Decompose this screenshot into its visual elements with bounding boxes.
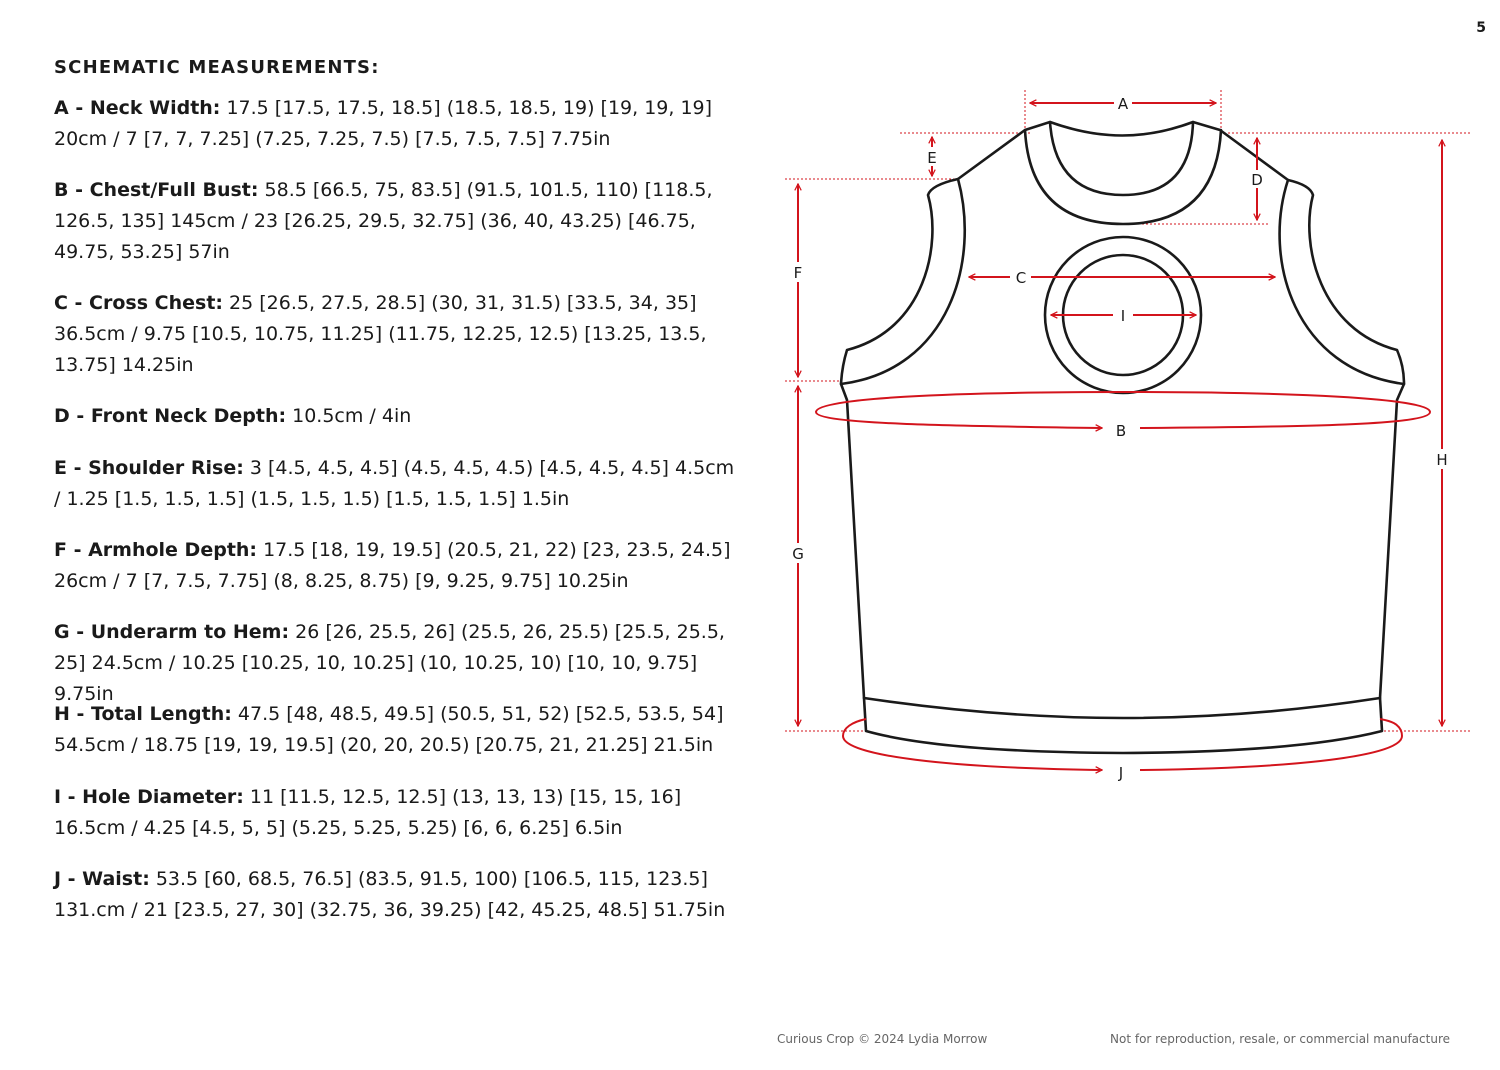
measurement-value: 3 [4.5, 4.5, 4.5] (4.5, 4.5, 4.5) [4.5, 4.5, 4.5] 4.5cm / 1.25 [1.5, 1.5, 1.5] (1.5, 1.5, 1.5) [1.5, 1.5, 1.5] 1.5in xyxy=(54,457,735,510)
measurement-value: 17.5 [17.5, 17.5, 18.5] (18.5, 18.5, 19) [19, 19, 19] 20cm / 7 [7, 7, 7.25] (7.25, 7.25, 7.5) [7.5, 7.5, 7.5] 7.75in xyxy=(54,97,713,150)
measurement-value: 53.5 [60, 68.5, 76.5] (83.5, 91.5, 100) [106.5, 115, 123.5] 131.cm / 21 [23.5, 27, 30] (32.75, 36, 39.25) [42, 45.25, 48.5] 51.75in xyxy=(54,868,726,921)
dimension-label-f: F xyxy=(793,264,803,282)
measurement-value: 11 [11.5, 12.5, 12.5] (13, 13, 13) [15, 15, 16] 16.5cm / 4.25 [4.5, 5, 5] (5.25, 5.25, 5.25) [6, 6, 6.25] 6.5in xyxy=(54,786,682,839)
dimension-label-j: J xyxy=(1118,764,1124,782)
dimension-label-i: I xyxy=(1120,307,1126,325)
dimension-j-loop xyxy=(843,719,1402,770)
measurement-label: D - Front Neck Depth: xyxy=(54,405,287,427)
measurement-value: 10.5cm / 4in xyxy=(286,405,412,427)
footer-copyright: Curious Crop © 2024 Lydia Morrow xyxy=(777,1032,988,1046)
measurement-label: I - Hole Diameter: xyxy=(54,786,244,808)
measurement-label: J - Waist: xyxy=(54,868,150,890)
measurement-value: 47.5 [48, 48.5, 49.5] (50.5, 51, 52) [52.5, 53.5, 54] 54.5cm / 18.75 [19, 19, 19.5] (20, 20, 20.5) [20.75, 21, 21.25] 21.5in xyxy=(54,703,724,756)
dimension-label-g: G xyxy=(792,545,804,563)
armhole-band-left xyxy=(841,179,965,384)
footer-notice: Not for reproduction, resale, or commercial manufacture xyxy=(1110,1032,1450,1046)
measurement-label: E - Shoulder Rise: xyxy=(54,457,244,479)
guide-lines xyxy=(785,90,1470,731)
section-heading: SCHEMATIC MEASUREMENTS: xyxy=(54,57,380,78)
dimension-lines xyxy=(792,95,1447,782)
dimension-label-h: H xyxy=(1436,451,1448,469)
dimension-label-a: A xyxy=(1117,95,1129,113)
dimension-label-d: D xyxy=(1251,171,1263,189)
measurement-label: C - Cross Chest: xyxy=(54,292,224,314)
measurement-value: 17.5 [18, 19, 19.5] (20.5, 21, 22) [23, 23.5, 24.5] 26cm / 7 [7, 7.5, 7.75] (8, 8.25, 8.75) [9, 9.25, 9.75] 10.25in xyxy=(54,539,731,592)
measurement-label: F - Armhole Depth: xyxy=(54,539,258,561)
dimension-label-c: C xyxy=(1015,269,1027,287)
measurement-value: 58.5 [66.5, 75, 83.5] (91.5, 101.5, 110) [118.5, 126.5, 135] 145cm / 23 [26.25, 29.5, 32.75] (36, 40, 43.25) [46.75, 49.75, 53.25] 57in xyxy=(54,179,713,263)
page-number: 5 xyxy=(1476,20,1486,36)
hem-band-seam xyxy=(864,698,1380,718)
measurement-value: 26 [26, 25.5, 26] (25.5, 26, 25.5) [25.5, 25.5, 25] 24.5cm / 10.25 [10.25, 10, 10.25] (10, 10.25, 10) [10, 10, 9.75] 9.75in xyxy=(54,621,725,705)
measurement-label: B - Chest/Full Bust: xyxy=(54,179,259,201)
collar-inner xyxy=(1050,122,1193,195)
measurement-label: A - Neck Width: xyxy=(54,97,221,119)
dimension-label-b: B xyxy=(1115,422,1127,440)
measurement-value: 25 [26.5, 27.5, 28.5] (30, 31, 31.5) [33.5, 34, 35] 36.5cm / 9.75 [10.5, 10.75, 11.25] (11.75, 12.25, 12.5) [13.25, 13.5, 13.75] 14.25in xyxy=(54,292,707,376)
measurement-label: G - Underarm to Hem: xyxy=(54,621,290,643)
armhole-band-right xyxy=(1280,180,1404,384)
dimension-label-e: E xyxy=(927,149,937,167)
measurement-label: H - Total Length: xyxy=(54,703,232,725)
